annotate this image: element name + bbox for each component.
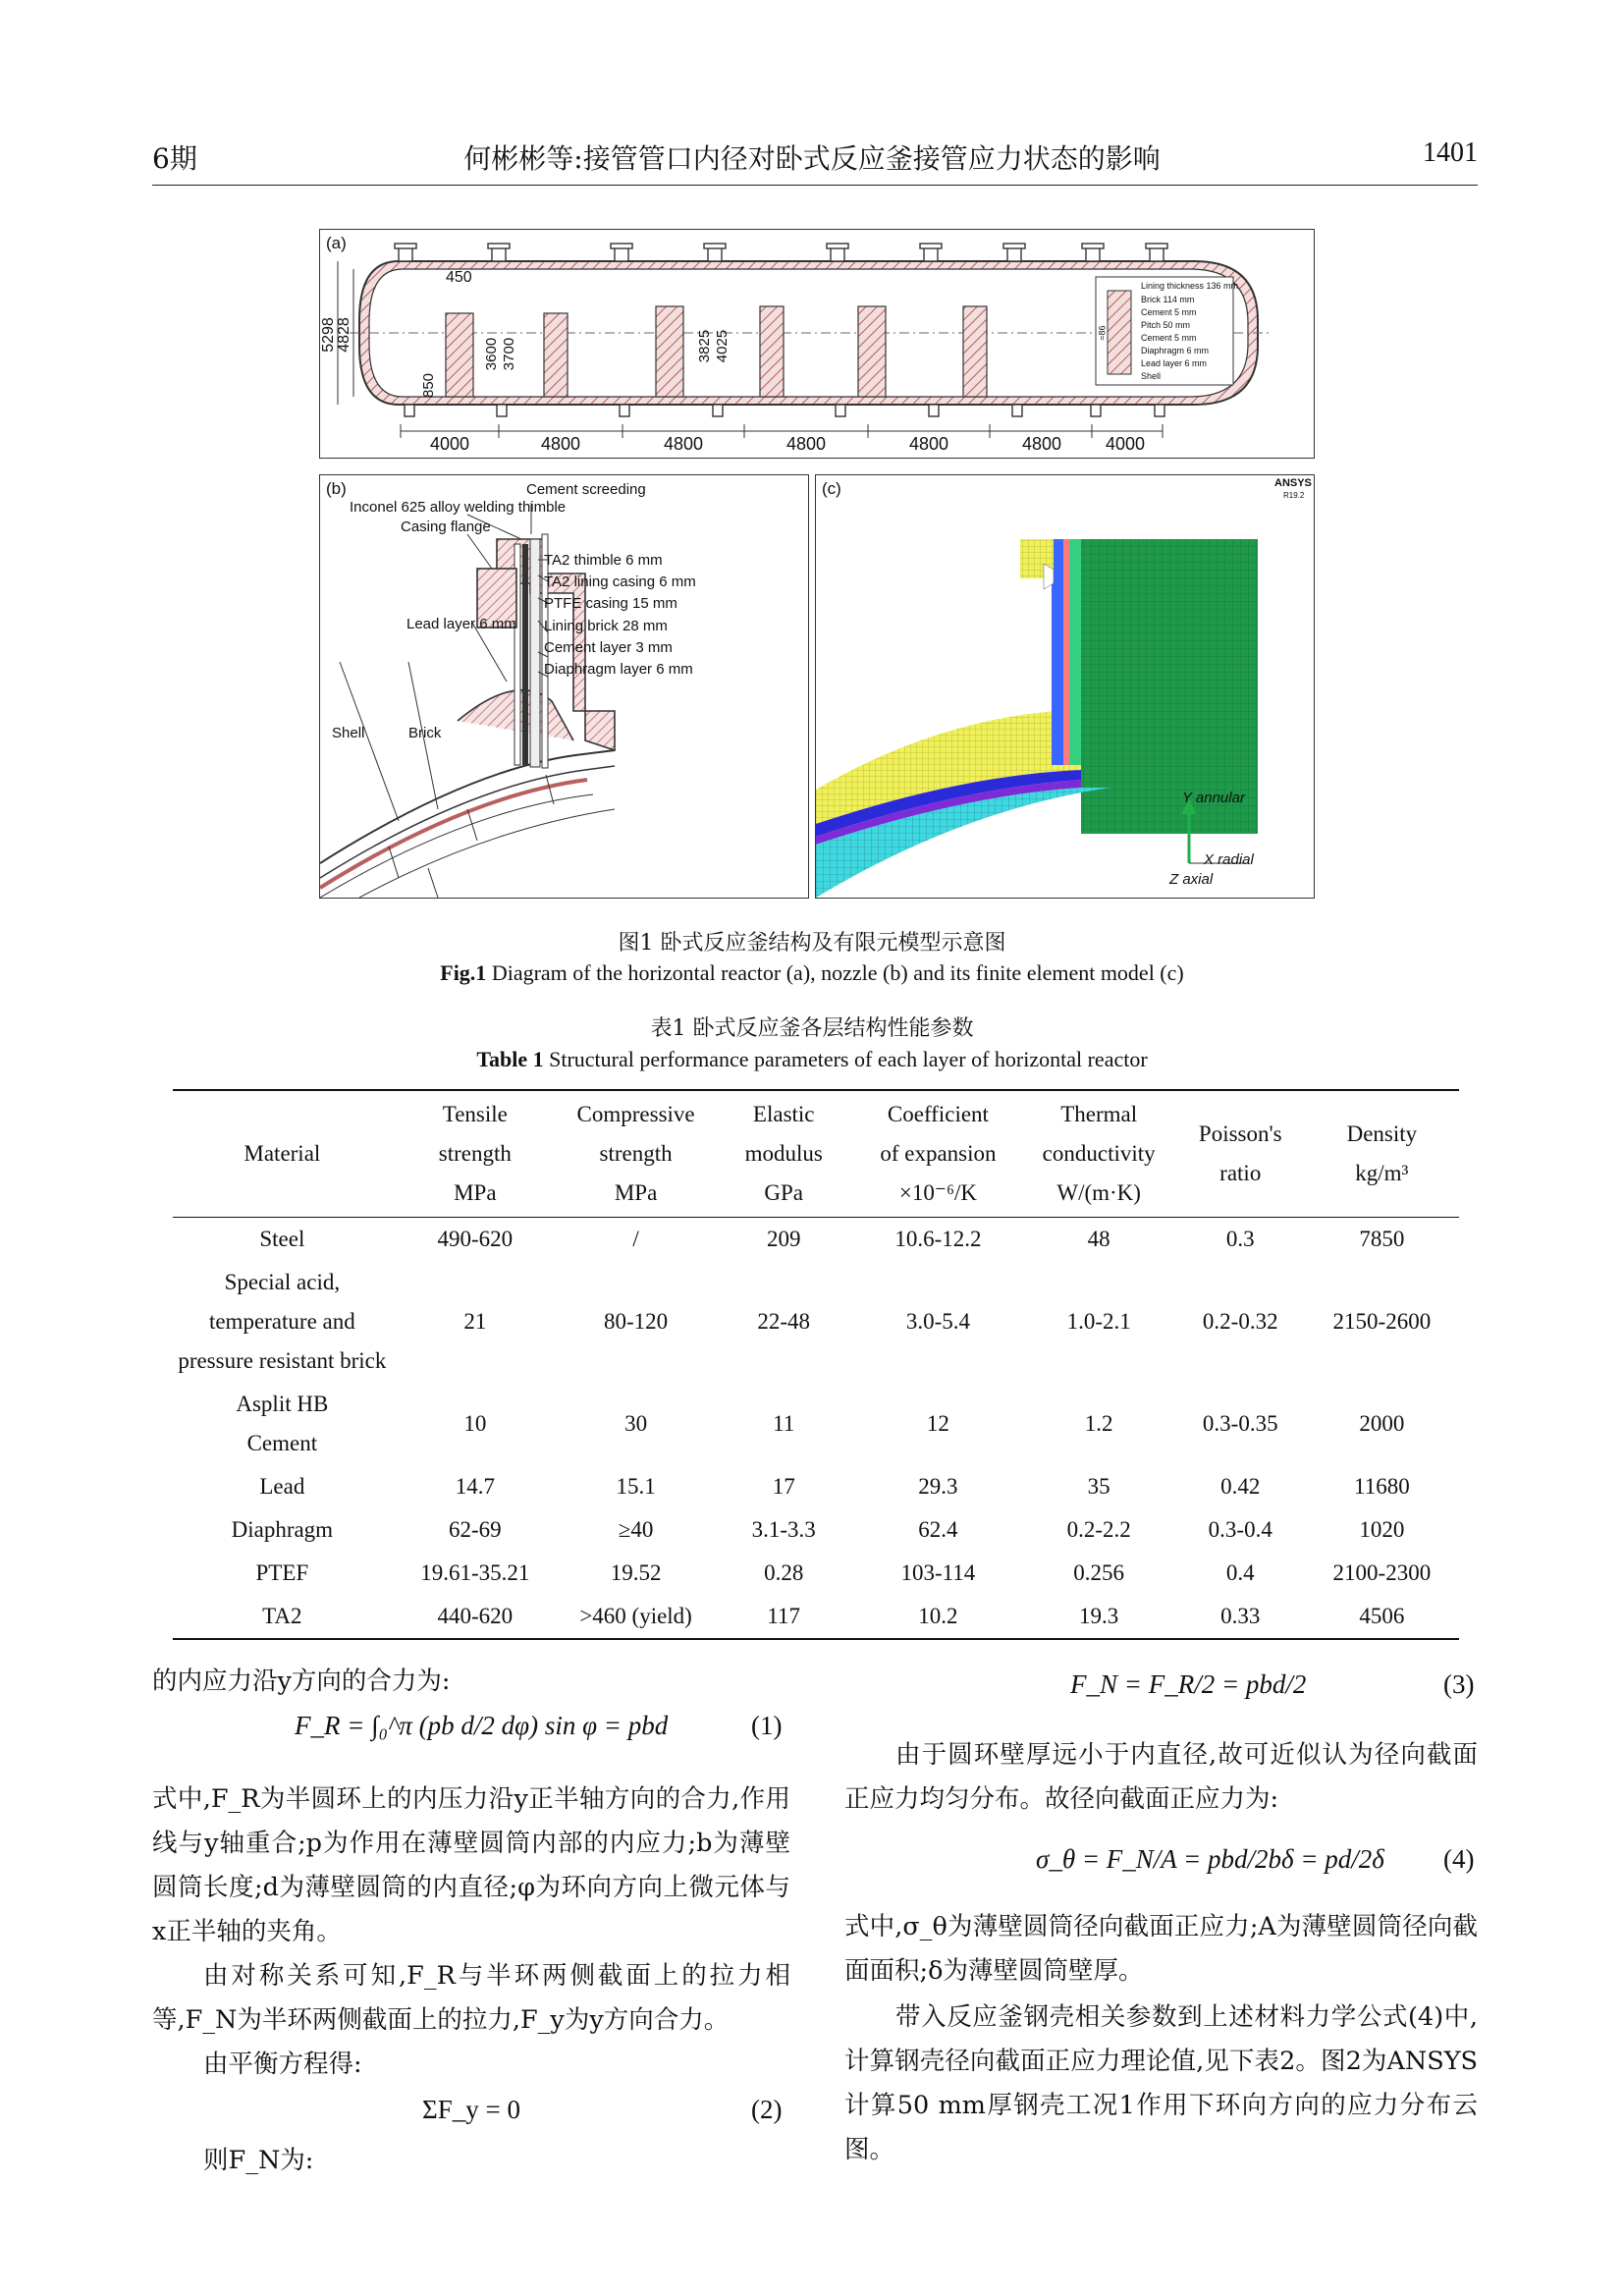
table-row	[173, 1465, 1459, 1508]
label-lining-brick: Lining brick 28 mm	[544, 618, 668, 634]
axis-x: X radial	[1204, 851, 1254, 868]
cell: 19.52	[610, 1560, 662, 1585]
cell: 19.3	[1079, 1604, 1119, 1628]
table-header-row	[173, 1090, 1459, 1218]
cell: 11680	[1354, 1474, 1410, 1499]
figure-caption-en	[0, 960, 1624, 986]
equation-1: F_R = ∫₀^π (pb d/2 dφ) sin φ = pbd	[295, 1711, 669, 1740]
legend-lead: Lead layer 6 mm	[1141, 358, 1208, 368]
span-5: 4800	[909, 434, 949, 454]
table-row	[173, 1383, 1459, 1465]
cell: Diaphragm	[231, 1517, 334, 1542]
figure-panel-c	[815, 474, 1315, 899]
page-number: 1401	[1423, 137, 1478, 168]
table-title-en-label: Table 1	[476, 1047, 544, 1071]
cell: 0.2-0.32	[1202, 1309, 1278, 1334]
label-cement-screeding: Cement screeding	[526, 481, 646, 498]
span-3: 4800	[664, 434, 704, 454]
legend-diaphragm: Diaphragm 6 mm	[1141, 346, 1210, 355]
cell: 7850	[1359, 1227, 1405, 1251]
cell: 1.0-2.1	[1066, 1309, 1131, 1334]
reactor-drawing	[320, 230, 1314, 458]
dim-3700: 3700	[501, 337, 518, 371]
dim-3600: 3600	[483, 337, 501, 371]
cell: 0.3	[1225, 1227, 1255, 1251]
legend-cement-1: Cement 5 mm	[1141, 307, 1197, 317]
col-material: Material	[244, 1141, 321, 1166]
cell: 103-114	[900, 1560, 976, 1585]
label-ta2-lining: TA2 lining casing 6 mm	[544, 574, 696, 590]
cell: 0.4	[1225, 1560, 1255, 1585]
cell: 490-620	[437, 1227, 514, 1251]
cell: 4506	[1359, 1604, 1405, 1628]
fem-mesh	[816, 475, 1314, 898]
cell: >460 (yield)	[579, 1604, 692, 1628]
span-6: 4800	[1022, 434, 1062, 454]
label-ta2-thimble: TA2 thimble 6 mm	[544, 552, 663, 569]
col-thermal: Thermal conductivity W/(m·K)	[1042, 1102, 1156, 1205]
cell: 209	[766, 1227, 801, 1251]
panel-b-tag: (b)	[326, 479, 347, 498]
label-lead: Lead layer 6 mm	[406, 616, 516, 632]
journal-issue: 6期	[152, 142, 197, 175]
cell: TA2	[262, 1604, 302, 1628]
dim-850: 850	[420, 372, 438, 399]
dim-450: 450	[446, 269, 472, 286]
legend-shell: Shell	[1141, 371, 1162, 381]
running-title: 何彬彬等:接管管口内径对卧式反应釜接管应力状态的影响	[463, 142, 1161, 175]
equation-4: σ_θ = F_N/A = pbd/2bδ = pd/2δ	[1036, 1844, 1384, 1874]
cell: Steel	[259, 1227, 305, 1251]
dim-3825: 3825	[696, 329, 714, 363]
cell: 0.42	[1220, 1474, 1261, 1499]
legend-pitch: Pitch 50 mm	[1141, 320, 1191, 330]
cell: 0.3-0.4	[1208, 1517, 1272, 1542]
right-para-2: 式中,σ_θ为薄壁圆筒径向截面正应力;A为薄壁圆筒径向截面面积;δ为薄壁圆筒壁厚。	[844, 1912, 1478, 1986]
cell: 22-48	[757, 1309, 811, 1334]
legend-brick: Brick 114 mm	[1141, 295, 1195, 304]
label-shell: Shell	[332, 725, 365, 741]
legend-cement-2: Cement 5 mm	[1141, 333, 1197, 343]
cell: PTEF	[255, 1560, 309, 1585]
cell: 10	[463, 1411, 487, 1436]
cell: 12	[926, 1411, 949, 1436]
table-title-en-text: Structural performance parameters of each layer of horizontal reactor	[549, 1047, 1148, 1071]
span-1: 4000	[430, 434, 470, 454]
cell: 30	[624, 1411, 648, 1436]
span-7: 4000	[1106, 434, 1146, 454]
cell: 2150-2600	[1332, 1309, 1432, 1334]
cell: 117	[767, 1604, 801, 1628]
equation-2: ΣF_y = 0	[422, 2095, 520, 2124]
cell: 10.6-12.2	[894, 1227, 982, 1251]
cell: Lead	[259, 1474, 305, 1499]
cell: 11	[773, 1411, 795, 1436]
cell: 21	[463, 1309, 487, 1334]
cell: 0.3-0.35	[1202, 1411, 1278, 1436]
cell: 0.28	[764, 1560, 804, 1585]
cell: ≥40	[618, 1517, 654, 1542]
table-row	[173, 1552, 1459, 1595]
equation-1-number: (1)	[751, 1711, 783, 1740]
equation-2-number: (2)	[751, 2095, 783, 2124]
label-diaphragm: Diaphragm layer 6 mm	[544, 661, 693, 678]
cell: 1.2	[1084, 1411, 1113, 1436]
cell: 2000	[1359, 1411, 1405, 1436]
cell: 17	[772, 1474, 795, 1499]
left-para-1: 的内应力沿y方向的合力为:	[152, 1667, 451, 1696]
cell: 0.256	[1073, 1560, 1125, 1585]
span-2: 4800	[541, 434, 581, 454]
label-brick: Brick	[408, 725, 442, 741]
cell: 3.1-3.3	[751, 1517, 816, 1542]
cell: 48	[1087, 1227, 1110, 1251]
col-tensile: Tensile strength MPa	[438, 1102, 512, 1205]
figure-caption-en-label: Fig.1	[440, 960, 487, 985]
cell: 1020	[1359, 1517, 1405, 1542]
table-title-zh: 表1 卧式反应釜各层结构性能参数	[650, 1016, 974, 1041]
cell: 2100-2300	[1332, 1560, 1432, 1585]
figure-caption-en-text: Diagram of the horizontal reactor (a), nozzle (b) and its finite element model (c)	[491, 960, 1184, 985]
table-row	[173, 1261, 1459, 1383]
figure-caption-zh: 图1 卧式反应釜结构及有限元模型示意图	[618, 931, 1006, 956]
cell: 35	[1087, 1474, 1110, 1499]
col-density: Density kg/m³	[1346, 1121, 1418, 1185]
cell: Special acid, temperature and pressure resistant brick	[178, 1270, 387, 1373]
left-para-5: 则F_N为:	[203, 2146, 314, 2175]
cell: 80-120	[603, 1309, 669, 1334]
col-elastic: Elastic modulus GPa	[744, 1102, 823, 1205]
cell: Asplit HB Cement	[236, 1392, 329, 1455]
table-row	[173, 1218, 1459, 1262]
table-row	[173, 1595, 1459, 1639]
axis-z: Z axial	[1169, 871, 1214, 888]
legend-lining: Lining thickness 136 mm	[1141, 281, 1239, 291]
left-para-4: 由平衡方程得:	[203, 2050, 362, 2079]
cell: 440-620	[437, 1604, 514, 1628]
cell: 19.61-35.21	[420, 1560, 530, 1585]
header-rule	[152, 185, 1478, 186]
col-compressive: Compressive strength MPa	[576, 1102, 695, 1205]
table-row	[173, 1508, 1459, 1552]
panel-c-tag: (c)	[822, 479, 841, 498]
cell: 3.0-5.4	[905, 1309, 970, 1334]
legend-small-dim: ≈86	[1097, 325, 1108, 341]
cell: 62.4	[918, 1517, 958, 1542]
cell: 10.2	[918, 1604, 958, 1628]
cell: /	[632, 1227, 639, 1251]
cell: 0.2-2.2	[1066, 1517, 1131, 1542]
equation-3-number: (3)	[1443, 1669, 1475, 1699]
properties-table	[173, 1089, 1459, 1640]
cell: 62-69	[449, 1517, 502, 1542]
axis-y: Y annular	[1182, 790, 1245, 806]
left-para-3: 由对称关系可知,F_R与半环两侧截面上的拉力相等,F_N为半环两侧截面上的拉力,F_y为y方向合力。	[152, 1961, 790, 2035]
cell: 15.1	[616, 1474, 656, 1499]
left-para-2: 式中,F_R为半圆环上的内压力沿y正半轴方向的合力,作用线与y轴重合;p为作用在薄壁圆筒内部的内应力;b为薄壁圆筒长度;d为薄壁圆筒的内直径;φ为环向方向上微元体与x正半轴的夹角。	[152, 1784, 790, 1946]
cell: 14.7	[455, 1474, 495, 1499]
dim-4025: 4025	[714, 329, 731, 363]
figure-panel-a	[319, 229, 1315, 459]
equation-3: F_N = F_R/2 = pbd/2	[1070, 1669, 1307, 1699]
cell: 0.33	[1220, 1604, 1261, 1628]
right-para-1: 由于圆环壁厚远小于内直径,故可近似认为径向截面正应力均匀分布。故径向截面正应力为:	[844, 1740, 1478, 1814]
table-title-en	[0, 1047, 1624, 1072]
panel-a-tag: (a)	[326, 234, 347, 252]
label-cement-layer: Cement layer 3 mm	[544, 639, 673, 656]
right-para-3: 带入反应釜钢壳相关参数到上述材料力学公式(4)中,计算钢壳径向截面正应力理论值,见下表2。图2为ANSYS计算50 mm厚钢壳工况1作用下环向方向的应力分布云图。	[844, 2002, 1478, 2164]
dim-height-outer: 5298	[319, 317, 337, 353]
cell: 29.3	[918, 1474, 958, 1499]
equation-4-number: (4)	[1443, 1844, 1475, 1874]
ansys-logo: ANSYS	[1274, 477, 1312, 489]
span-4: 4800	[786, 434, 827, 454]
col-poisson: Poisson's ratio	[1198, 1121, 1282, 1185]
figure-panel-b	[319, 474, 809, 899]
ansys-version: R19.2	[1283, 491, 1305, 500]
label-inconel: Inconel 625 alloy welding thimble	[350, 499, 567, 516]
label-casing-flange: Casing flange	[401, 519, 491, 535]
dim-height-inner: 4828	[335, 317, 352, 353]
nozzle-drawing	[320, 475, 808, 898]
col-expansion: Coefficient of expansion ×10⁻⁶/K	[880, 1102, 997, 1205]
label-ptfe: PTFE casing 15 mm	[544, 595, 677, 612]
